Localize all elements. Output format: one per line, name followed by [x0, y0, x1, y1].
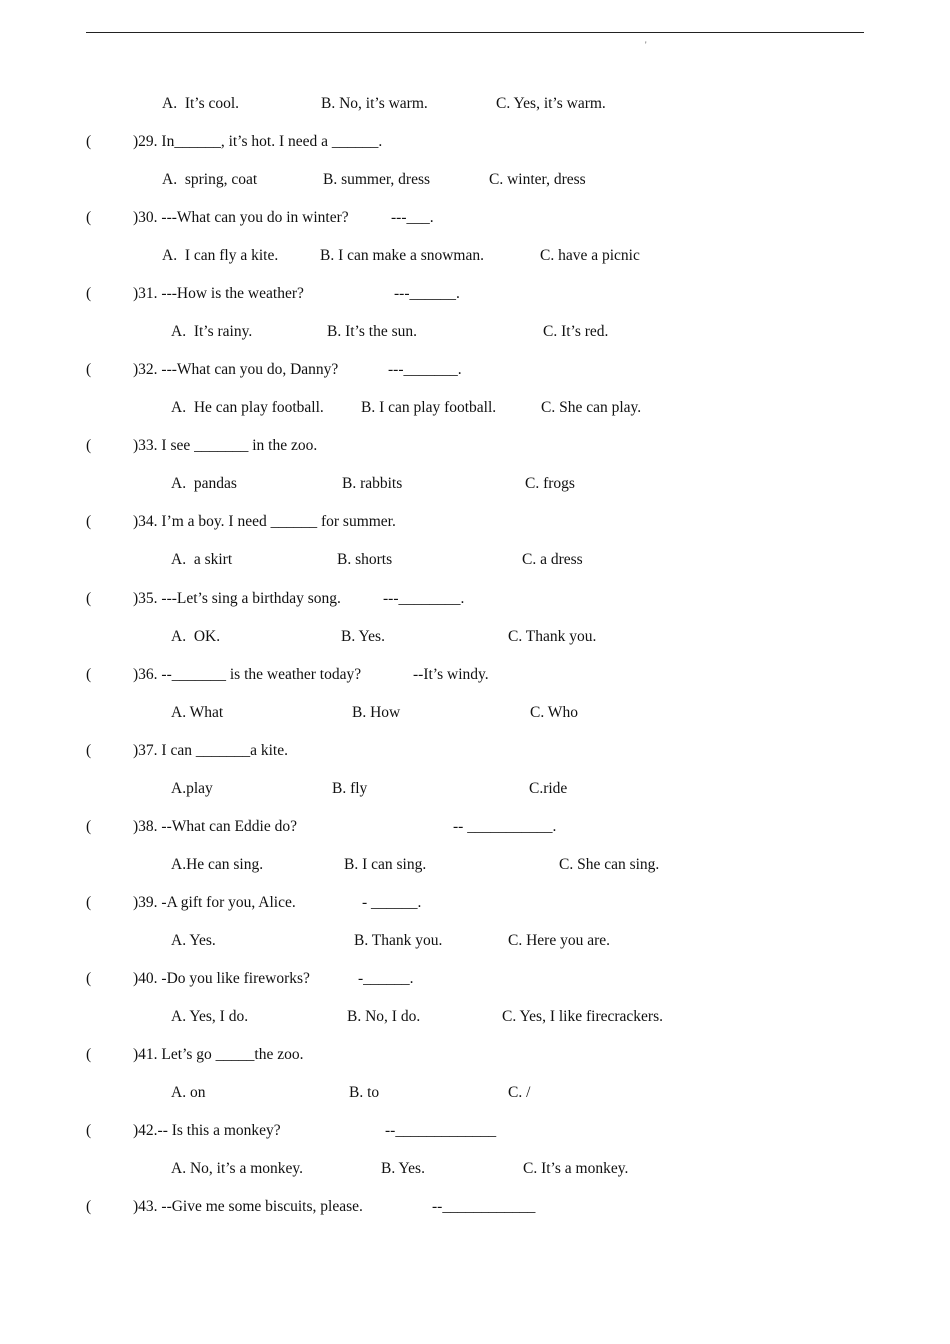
option-b: B. I can make a snowman.: [320, 247, 484, 264]
question-42: )42.-- Is this a monkey?: [133, 1122, 281, 1139]
option-c: C. frogs: [525, 475, 575, 492]
answer-bracket: (: [86, 1122, 92, 1139]
question-38: )38. --What can Eddie do?: [133, 818, 297, 835]
answer-bracket: (: [86, 818, 92, 835]
answer-blank: ---___.: [391, 209, 434, 226]
option-b: B. How: [352, 704, 401, 721]
answer-bracket: (: [86, 437, 92, 454]
answer-bracket: (: [86, 285, 92, 302]
option-b: B. I can play football.: [361, 399, 497, 416]
option-b: B. rabbits: [342, 475, 403, 492]
option-c: C. Thank you.: [508, 628, 597, 645]
option-c: C. She can play.: [541, 399, 642, 416]
option-c: C. It’s a monkey.: [523, 1160, 629, 1177]
option-c: C. Yes, it’s warm.: [496, 95, 606, 112]
question-39: )39. -A gift for you, Alice.: [133, 894, 296, 911]
answer-bracket: (: [86, 970, 92, 987]
option-b: B. No, it’s warm.: [321, 95, 428, 112]
answer-bracket: (: [86, 1198, 92, 1215]
option-c: C.ride: [529, 780, 568, 797]
option-a: A. I can fly a kite.: [162, 247, 279, 264]
question-31: )31. ---How is the weather?: [133, 285, 304, 302]
question-29: )29. In______, it’s hot. I need a ______.: [133, 133, 383, 150]
header-rule: [86, 32, 864, 33]
option-a: A. a skirt: [171, 551, 233, 568]
answer-bracket: (: [86, 513, 92, 530]
answer-blank: --_____________: [385, 1122, 497, 1139]
option-a: A. Yes.: [171, 932, 216, 949]
option-a: A. It’s rainy.: [171, 323, 253, 340]
option-a: A. on: [171, 1084, 206, 1101]
question-40: )40. -Do you like fireworks?: [133, 970, 310, 987]
question-35: )35. ---Let’s sing a birthday song.: [133, 590, 341, 607]
question-34: )34. I’m a boy. I need ______ for summer.: [133, 513, 396, 530]
option-a: A.He can sing.: [171, 856, 264, 873]
option-c: C. /: [508, 1084, 531, 1101]
option-b: B. Thank you.: [354, 932, 443, 949]
question-43: )43. --Give me some biscuits, please.: [133, 1198, 363, 1215]
answer-text: --It’s windy.: [413, 666, 489, 683]
question-36: )36. --_______ is the weather today?: [133, 666, 362, 683]
answer-bracket: (: [86, 590, 92, 607]
option-c: C. Who: [530, 704, 578, 721]
option-a: A. pandas: [171, 475, 237, 492]
option-a: A. OK.: [171, 628, 221, 645]
option-b: B. shorts: [337, 551, 393, 568]
option-b: B. to: [349, 1084, 380, 1101]
option-c: C. Yes, I like firecrackers.: [502, 1008, 663, 1025]
option-b: B. I can sing.: [344, 856, 427, 873]
answer-blank: -- ___________.: [453, 818, 557, 835]
option-a: A. It’s cool.: [162, 95, 240, 112]
answer-blank: - ______.: [362, 894, 422, 911]
answer-bracket: (: [86, 133, 92, 150]
answer-bracket: (: [86, 361, 92, 378]
question-30: )30. ---What can you do in winter?: [133, 209, 349, 226]
answer-blank: --____________: [432, 1198, 536, 1215]
answer-bracket: (: [86, 666, 92, 683]
option-c: C. a dress: [522, 551, 583, 568]
option-b: B. It’s the sun.: [327, 323, 417, 340]
option-c: C. Here you are.: [508, 932, 610, 949]
option-c: C. It’s red.: [543, 323, 609, 340]
question-41: )41. Let’s go _____the zoo.: [133, 1046, 304, 1063]
answer-bracket: (: [86, 1046, 92, 1063]
answer-blank: -______.: [358, 970, 414, 987]
option-b: B. fly: [332, 780, 368, 797]
answer-bracket: (: [86, 742, 92, 759]
option-a: A.play: [171, 780, 213, 797]
answer-blank: ---________.: [383, 590, 465, 607]
answer-bracket: (: [86, 894, 92, 911]
option-c: C. have a picnic: [540, 247, 640, 264]
option-a: A. Yes, I do.: [171, 1008, 249, 1025]
question-32: )32. ---What can you do, Danny?: [133, 361, 339, 378]
option-a: A. spring, coat: [162, 171, 258, 188]
option-a: A. What: [171, 704, 224, 721]
option-a: A. No, it’s a monkey.: [171, 1160, 304, 1177]
answer-bracket: (: [86, 209, 92, 226]
answer-blank: ---______.: [394, 285, 460, 302]
option-b: B. summer, dress: [323, 171, 431, 188]
option-c: C. She can sing.: [559, 856, 660, 873]
option-b: B. No, I do.: [347, 1008, 421, 1025]
option-b: B. Yes.: [341, 628, 385, 645]
option-c: C. winter, dress: [489, 171, 586, 188]
option-a: A. He can play football.: [171, 399, 324, 416]
header-mark: ': [645, 40, 647, 50]
answer-blank: ---_______.: [388, 361, 462, 378]
question-33: )33. I see _______ in the zoo.: [133, 437, 318, 454]
option-b: B. Yes.: [381, 1160, 425, 1177]
question-37: )37. I can _______a kite.: [133, 742, 288, 759]
